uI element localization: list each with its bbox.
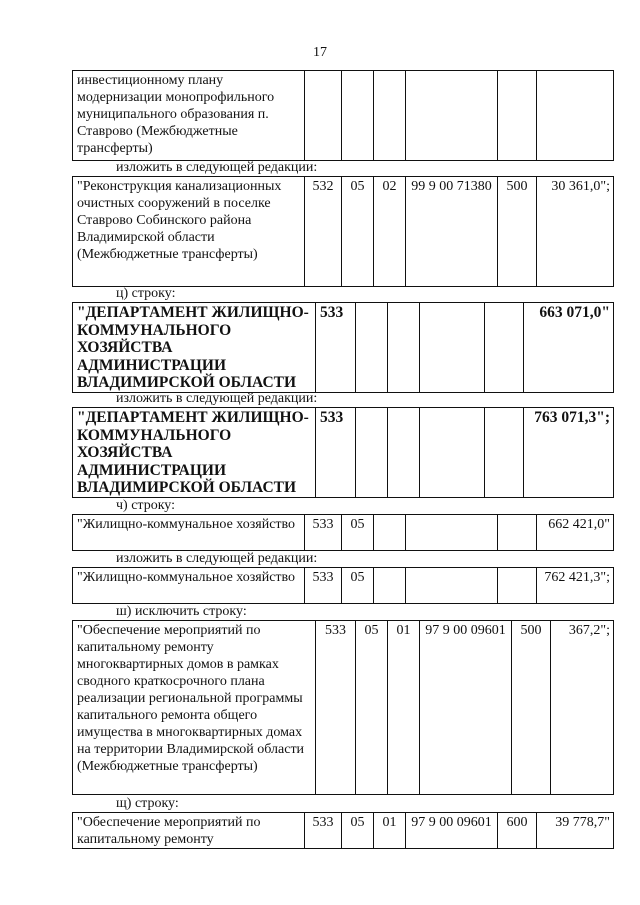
target-article-cell	[406, 568, 498, 604]
row-name-cell: "Обеспечение мероприятий по капитальному ремонту многоквартирных домов в рамках сводного краткосрочного плана реализации региональной программы капитального ремонта общего имущества в многоквартирных домах на территории Владимирской области (Межбюджетные трансферты)	[73, 621, 316, 795]
budget-row-table	[72, 176, 614, 287]
table-row	[73, 303, 614, 393]
sum-cell: 662 421,0"	[537, 515, 614, 551]
section-cell: 05	[342, 813, 374, 849]
target-article-cell	[420, 408, 485, 498]
row-name-cell: инвестиционному плану модернизации монопрофильного муниципального образования п. Ставрово (Межбюджетные трансферты)	[73, 71, 305, 161]
sum-cell: 39 778,7"	[537, 813, 614, 849]
sum-cell: 763 071,3";	[524, 408, 614, 498]
sum-cell: 30 361,0";	[537, 177, 614, 287]
subsection-cell	[374, 515, 406, 551]
target-article-cell	[420, 303, 485, 393]
item-ch-note: ч) строку:	[116, 498, 176, 513]
table-row	[73, 515, 614, 551]
subsection-cell: 01	[388, 621, 420, 795]
row-name-cell: "Жилищно-коммунальное хозяйство	[73, 515, 305, 551]
target-article-cell	[406, 515, 498, 551]
row-name-cell: "Обеспечение мероприятий по капитальному ремонту	[73, 813, 305, 849]
row-name-cell: "Жилищно-коммунальное хозяйство	[73, 568, 305, 604]
subsection-cell	[374, 568, 406, 604]
sum-cell: 367,2";	[551, 621, 614, 795]
section-cell: 05	[342, 515, 374, 551]
row-name-cell: "ДЕПАРТАМЕНТ ЖИЛИЩНО-КОММУНАЛЬНОГО ХОЗЯЙСТВА АДМИНИСТРАЦИИ ВЛАДИМИРСКОЙ ОБЛАСТИ	[73, 303, 316, 393]
table-row	[73, 621, 614, 795]
table-row	[73, 813, 614, 849]
target-article-cell: 99 9 00 71380	[406, 177, 498, 287]
section-cell	[356, 303, 388, 393]
code-cell: 533	[305, 515, 342, 551]
row-name-cell: "ДЕПАРТАМЕНТ ЖИЛИЩНО-КОММУНАЛЬНОГО ХОЗЯЙСТВА АДМИНИСТРАЦИИ ВЛАДИМИРСКОЙ ОБЛАСТИ	[73, 408, 316, 498]
edit-note: изложить в следующей редакции:	[116, 160, 318, 175]
item-shch-note: щ) строку:	[116, 796, 179, 811]
table-row	[73, 568, 614, 604]
code-cell: 532	[305, 177, 342, 287]
expense-type-cell: 500	[512, 621, 551, 795]
expense-type-cell	[485, 303, 524, 393]
code-cell: 533	[316, 621, 356, 795]
code-cell: 533	[316, 303, 356, 393]
budget-row-table	[72, 812, 614, 849]
code-cell: 533	[305, 568, 342, 604]
section-cell: 05	[342, 177, 374, 287]
sum-cell	[537, 71, 614, 161]
subsection-cell	[388, 303, 420, 393]
expense-type-cell	[498, 515, 537, 551]
section-cell	[342, 71, 374, 161]
budget-row-table	[72, 514, 614, 551]
subsection-cell: 01	[374, 813, 406, 849]
table-row	[73, 71, 614, 161]
page-number: 17	[313, 45, 327, 60]
target-article-cell: 97 9 00 09601	[420, 621, 512, 795]
item-sh-note: ш) исключить строку:	[116, 604, 247, 619]
subsection-cell: 02	[374, 177, 406, 287]
expense-type-cell	[498, 568, 537, 604]
sum-cell: 762 421,3";	[537, 568, 614, 604]
target-article-cell	[406, 71, 498, 161]
budget-row-table	[72, 407, 614, 498]
edit-note: изложить в следующей редакции:	[116, 551, 318, 566]
section-cell	[356, 408, 388, 498]
expense-type-cell	[498, 71, 537, 161]
expense-type-cell: 500	[498, 177, 537, 287]
budget-row-table	[72, 70, 614, 161]
code-cell	[305, 71, 342, 161]
table-row	[73, 408, 614, 498]
expense-type-cell	[485, 408, 524, 498]
target-article-cell: 97 9 00 09601	[406, 813, 498, 849]
edit-note: изложить в следующей редакции:	[116, 391, 318, 406]
item-ts-note: ц) строку:	[116, 286, 176, 301]
section-cell: 05	[342, 568, 374, 604]
code-cell: 533	[316, 408, 356, 498]
row-name-cell: "Реконструкция канализационных очистных сооружений в поселке Ставрово Собинского района Владимирской области (Межбюджетные трансферты)	[73, 177, 305, 287]
expense-type-cell: 600	[498, 813, 537, 849]
budget-row-table	[72, 620, 614, 795]
budget-row-table	[72, 567, 614, 604]
sum-cell: 663 071,0"	[524, 303, 614, 393]
table-row	[73, 177, 614, 287]
section-cell: 05	[356, 621, 388, 795]
subsection-cell	[374, 71, 406, 161]
code-cell: 533	[305, 813, 342, 849]
subsection-cell	[388, 408, 420, 498]
budget-row-table	[72, 302, 614, 393]
